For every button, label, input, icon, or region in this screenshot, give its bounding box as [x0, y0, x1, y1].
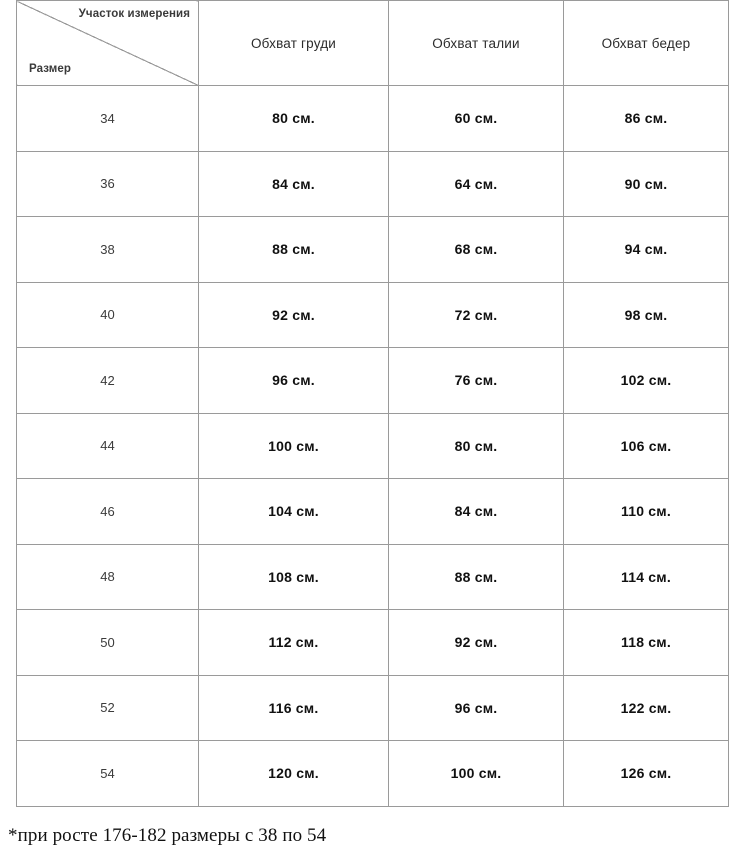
cell-bust: 108 см.	[199, 544, 389, 610]
cell-size: 44	[17, 413, 199, 479]
cell-bust: 100 см.	[199, 413, 389, 479]
column-header-waist: Обхват талии	[389, 1, 564, 86]
cell-waist: 64 см.	[389, 151, 564, 217]
cell-size: 38	[17, 217, 199, 283]
cell-hips: 110 см.	[564, 479, 729, 545]
cell-bust: 120 см.	[199, 741, 389, 807]
cell-size: 46	[17, 479, 199, 545]
cell-waist: 96 см.	[389, 675, 564, 741]
cell-bust: 84 см.	[199, 151, 389, 217]
cell-bust: 104 см.	[199, 479, 389, 545]
cell-hips: 94 см.	[564, 217, 729, 283]
cell-hips: 122 см.	[564, 675, 729, 741]
table-row	[17, 151, 729, 217]
cell-size: 40	[17, 282, 199, 348]
cell-hips: 118 см.	[564, 610, 729, 676]
cell-size: 48	[17, 544, 199, 610]
cell-hips: 98 см.	[564, 282, 729, 348]
cell-waist: 72 см.	[389, 282, 564, 348]
cell-hips: 86 см.	[564, 86, 729, 152]
table-row	[17, 86, 729, 152]
table-row	[17, 479, 729, 545]
cell-size: 54	[17, 741, 199, 807]
corner-label-measurement-area: Участок измерения	[78, 8, 190, 20]
cell-hips: 126 см.	[564, 741, 729, 807]
cell-hips: 114 см.	[564, 544, 729, 610]
table-row	[17, 741, 729, 807]
cell-waist: 60 см.	[389, 86, 564, 152]
cell-bust: 116 см.	[199, 675, 389, 741]
cell-size: 50	[17, 610, 199, 676]
footnote-text: *при росте 176-182 размеры с 38 по 54	[8, 824, 327, 846]
column-header-hips: Обхват бедер	[564, 1, 729, 86]
cell-waist: 92 см.	[389, 610, 564, 676]
size-chart-table	[16, 0, 729, 807]
table-header	[17, 1, 729, 86]
table-row	[17, 610, 729, 676]
header-row	[17, 1, 729, 86]
cell-size: 42	[17, 348, 199, 414]
cell-bust: 80 см.	[199, 86, 389, 152]
cell-bust: 96 см.	[199, 348, 389, 414]
cell-waist: 84 см.	[389, 479, 564, 545]
corner-label-size: Размер	[29, 63, 72, 75]
cell-bust: 88 см.	[199, 217, 389, 283]
column-header-bust: Обхват груди	[199, 1, 389, 86]
table-body	[17, 86, 729, 807]
cell-waist: 68 см.	[389, 217, 564, 283]
table-row	[17, 544, 729, 610]
cell-bust: 92 см.	[199, 282, 389, 348]
table-row	[17, 217, 729, 283]
cell-size: 34	[17, 86, 199, 152]
cell-hips: 90 см.	[564, 151, 729, 217]
cell-hips: 106 см.	[564, 413, 729, 479]
cell-size: 36	[17, 151, 199, 217]
table-row	[17, 413, 729, 479]
cell-waist: 76 см.	[389, 348, 564, 414]
table-row	[17, 348, 729, 414]
cell-hips: 102 см.	[564, 348, 729, 414]
cell-size: 52	[17, 675, 199, 741]
cell-bust: 112 см.	[199, 610, 389, 676]
cell-waist: 80 см.	[389, 413, 564, 479]
table-row	[17, 282, 729, 348]
table-row	[17, 675, 729, 741]
cell-waist: 100 см.	[389, 741, 564, 807]
cell-waist: 88 см.	[389, 544, 564, 610]
corner-header-cell	[17, 1, 199, 86]
